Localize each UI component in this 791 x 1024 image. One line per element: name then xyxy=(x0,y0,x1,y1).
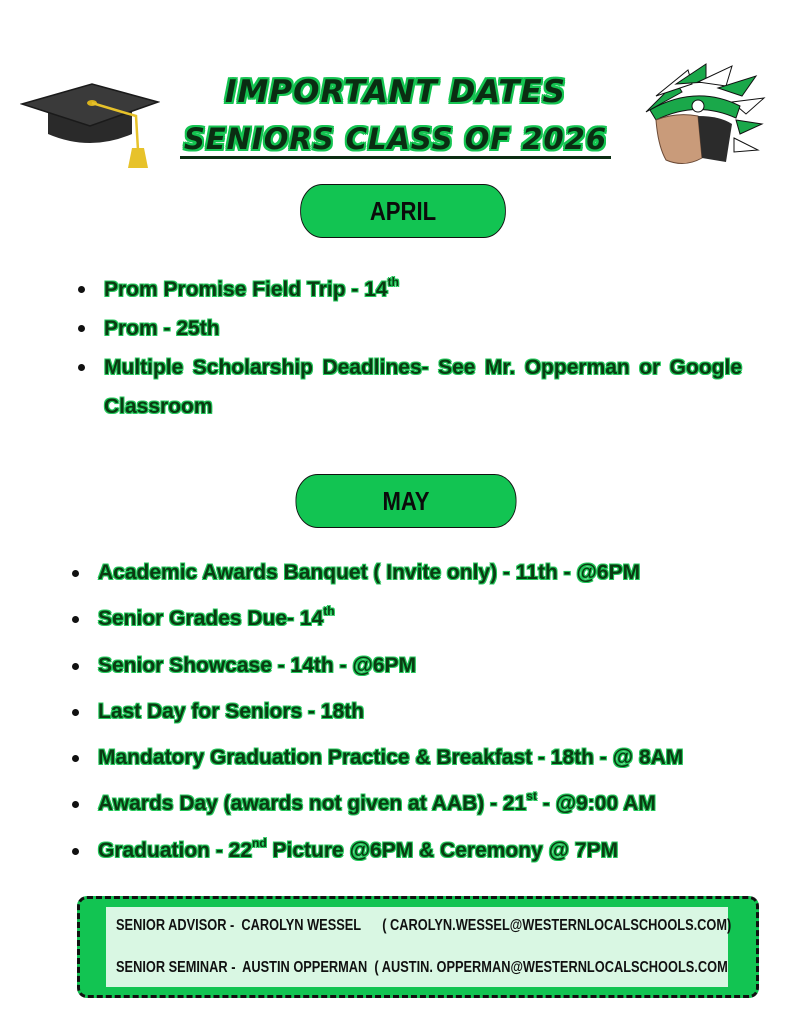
list-item: Prom Promise Field Trip - 14th xyxy=(76,270,742,309)
list-item: Awards Day (awards not given at AAB) - 21st - @9:00 AM xyxy=(70,789,760,835)
list-item: Multiple Scholarship Deadlines- See Mr. Opperman or Google Classroom xyxy=(76,348,742,426)
month-heading-april: APRIL xyxy=(300,184,506,238)
mascot-headdress-icon xyxy=(636,62,766,172)
april-list xyxy=(76,270,742,426)
list-item: Senior Grades Due- 14th xyxy=(70,604,760,650)
list-item: Academic Awards Banquet ( Invite only) - 11th - @6PM xyxy=(70,558,760,604)
list-item: Prom - 25th xyxy=(76,309,742,348)
list-item: Mandatory Graduation Practice & Breakfast - 18th - @ 8AM xyxy=(70,743,760,789)
title-class-of: SENIORS CLASS OF 2026 xyxy=(0,122,791,156)
may-list xyxy=(70,558,760,882)
list-item: Senior Showcase - 14th - @6PM xyxy=(70,651,760,697)
list-item: Graduation - 22nd Picture @6PM & Ceremony @ 7PM xyxy=(70,836,760,882)
month-heading-may: MAY xyxy=(296,474,517,528)
title-important-dates: IMPORTANT DATES xyxy=(225,74,566,110)
contact-box xyxy=(77,896,759,998)
senior-seminar-contact: SENIOR SEMINAR - AUSTIN OPPERMAN ( AUSTIN. OPPERMAN@WESTERNLOCALSCHOOLS.COM xyxy=(116,959,728,976)
list-item: Last Day for Seniors - 18th xyxy=(70,697,760,743)
senior-advisor-contact: SENIOR ADVISOR - CAROLYN WESSEL ( CAROLYN.WESSEL@WESTERNLOCALSCHOOLS.COM) xyxy=(116,917,732,934)
contact-box-inner xyxy=(106,907,732,987)
